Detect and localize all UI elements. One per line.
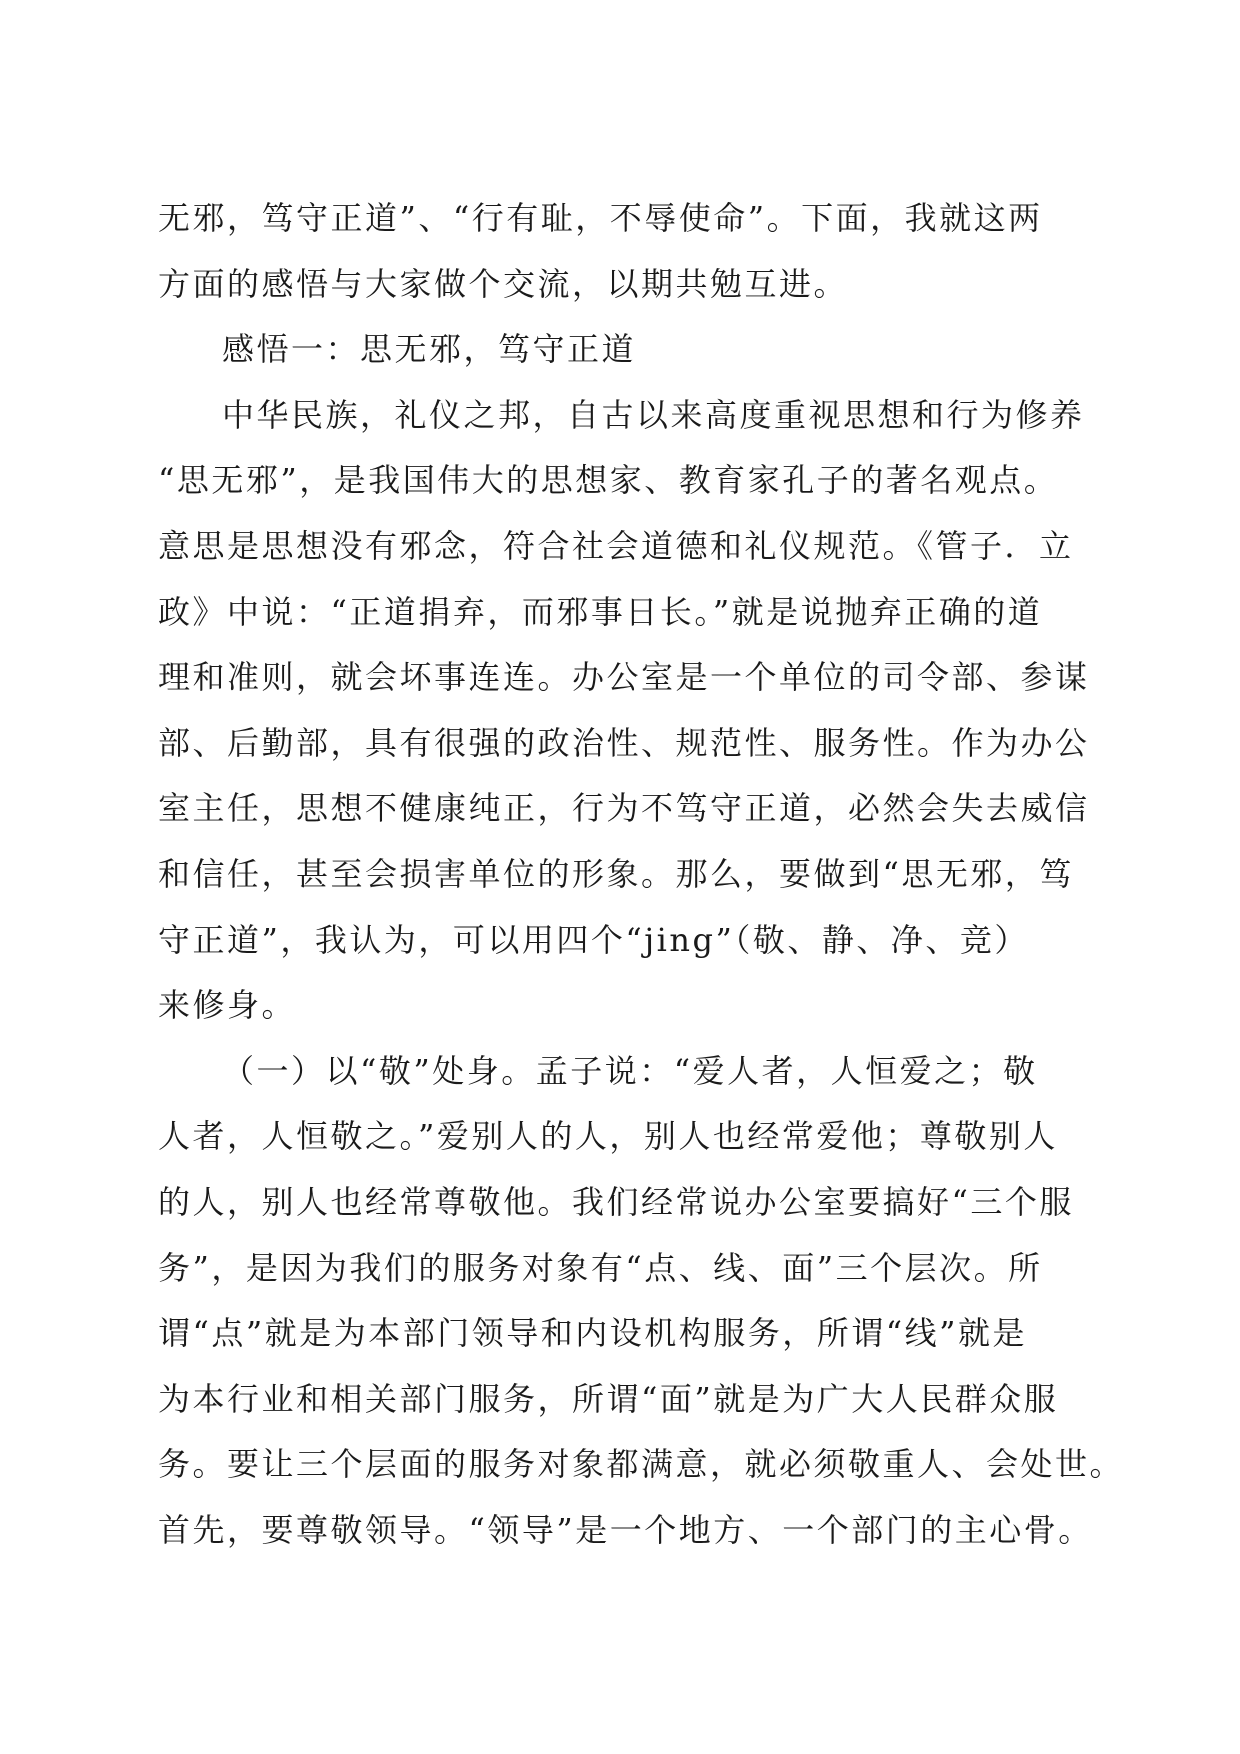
text-line: 政》中说：“正道捐弃，而邪事日长。”就是说抛弃正确的道: [158, 592, 1043, 631]
text-line: 室主任，思想不健康纯正，行为不笃守正道，必然会失去威信: [158, 789, 1090, 828]
text-line: “思无邪”，是我国伟大的思想家、教育家孔子的著名观点。: [158, 461, 1059, 500]
body-text: [158, 186, 1125, 1563]
text-line: 中华民族，礼仪之邦，自古以来高度重视思想和行为修养: [222, 395, 1085, 434]
text-line: 方面的感悟与大家做个交流，以期共勉互进。: [158, 264, 849, 303]
text-line: 理和准则，就会坏事连连。办公室是一个单位的司令部、参谋: [158, 658, 1090, 697]
text-line: 谓“点”就是为本部门领导和内设机构服务，所谓“线”就是: [158, 1314, 1027, 1353]
text-line: 来修身。: [158, 986, 297, 1025]
text-line: 无邪，笃守正道”、“行有耻，不辱使命”。下面，我就这两: [158, 199, 1043, 237]
text-line: 为本行业和相关部门服务，所谓“面”就是为广大人民群众服: [158, 1379, 1059, 1418]
section-heading: 感悟一：思无邪，笃守正道: [222, 330, 637, 369]
text-line: 意思是思想没有邪念，符合社会道德和礼仪规范。《管子．立: [158, 526, 1074, 565]
text-line: （一）以“敬”处身。孟子说：“爱人者，人恒爱之；敬: [222, 1051, 1038, 1090]
text-line: 部、后勤部，具有很强的政治性、规范性、服务性。作为办公: [158, 723, 1090, 762]
text-line: 务。要让三个层面的服务对象都满意，就必须敬重人、会处世。: [158, 1445, 1125, 1484]
text-line: 首先，要尊敬领导。“领导”是一个地方、一个部门的主心骨。: [158, 1510, 1093, 1549]
text-line: 守正道”，我认为，可以用四个“jing”（敬、静、净、竞）: [158, 920, 1029, 959]
text-line: 和信任，甚至会损害单位的形象。那么，要做到“思无邪，笃: [158, 854, 1074, 893]
text-line: 人者，人恒敬之。”爱别人的人，别人也经常爱他；尊敬别人: [158, 1117, 1058, 1156]
text-line: 务”，是因为我们的服务对象有“点、线、面”三个层次。所: [158, 1248, 1043, 1287]
text-line: 的人，别人也经常尊敬他。我们经常说办公室要搞好“三个服: [158, 1182, 1074, 1221]
